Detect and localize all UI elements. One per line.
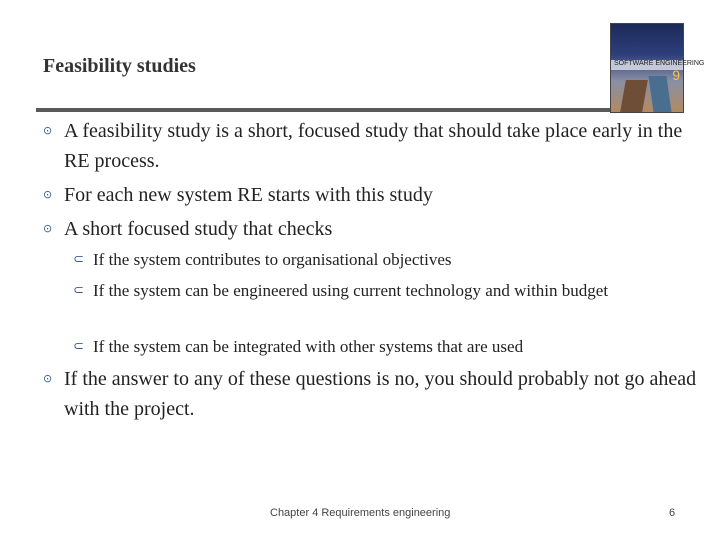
sub-bullet-icon: ⊂ xyxy=(73,283,84,298)
page-number: 6 xyxy=(669,507,676,519)
bullet-icon: ⊙ xyxy=(43,372,53,385)
bullet-icon: ⊙ xyxy=(43,222,53,235)
sub-bullet-text: If the system can be integrated with other systems that are used xyxy=(93,337,524,356)
sub-bullet-text: If the system contributes to organisational objectives xyxy=(93,250,452,269)
cover-edition: 9 xyxy=(672,67,680,83)
footer-chapter: Chapter 4 Requirements engineering xyxy=(270,507,451,519)
sub-bullet-icon: ⊂ xyxy=(73,252,84,267)
book-cover-image xyxy=(610,23,705,113)
bullet-text: A feasibility study is a short, focused study that should take place early in the RE process. xyxy=(64,120,683,172)
bullet-text: If the answer to any of these questions is no, you should probably not go ahead with the project. xyxy=(64,368,697,420)
sub-bullet-icon: ⊂ xyxy=(73,339,84,354)
cover-building-shape xyxy=(620,80,648,112)
slide-title: Feasibility studies xyxy=(43,55,196,77)
bullet-text: A short focused study that checks xyxy=(64,218,333,240)
bullet-icon: ⊙ xyxy=(43,124,53,137)
bullet-icon: ⊙ xyxy=(43,188,53,201)
title-divider xyxy=(36,108,684,112)
cover-title: SOFTWARE ENGINEERING xyxy=(614,60,705,67)
sub-bullet-text: If the system can be engineered using current technology and within budget xyxy=(93,281,609,300)
cover-building-shape xyxy=(648,76,671,112)
bullet-text: For each new system RE starts with this study xyxy=(64,184,433,206)
